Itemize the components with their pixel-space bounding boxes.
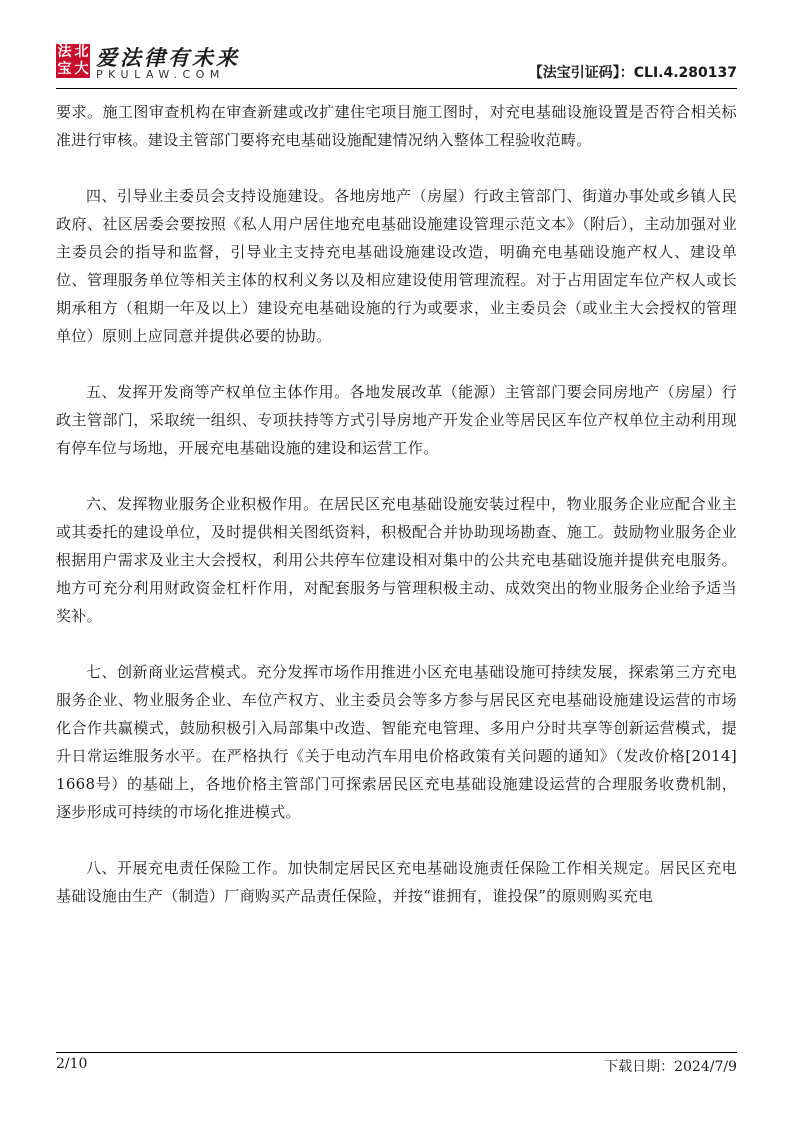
download-date: 下载日期：2024/7/9: [604, 1059, 737, 1075]
seal-char: 法: [57, 44, 72, 60]
pkulaw-logo[interactable]: [56, 42, 296, 86]
paragraph: 八、开展充电责任保险工作。加快制定居民区充电基础设施责任保险工作相关规定。居民区充电基础设施由生产（制造）厂商购买产品责任保险，并按“谁拥有，谁投保”的原则购买充电: [56, 859, 737, 905]
page-number: 2/10: [56, 1056, 88, 1072]
paragraph: 七、创新商业运营模式。充分发挥市场作用推进小区充电基础设施可持续发展，探索第三方充电服务企业、物业服务企业、车位产权方、业主委员会等多方参与居民区充电基础设施建设运营的市场化合作共赢模式，鼓励积极引入局部集中改造、智能充电管理、多用户分时共享等创新运营模式，提升日常运维服务水平。在严格执行《关于电动汽车用电价格政策有关问题的通知》（发改价格[2014]1668号）的基础上，各地价格主管部门可探索居民区充电基础设施建设运营的合理服务收费机制，逐步形成可持续的市场化推进模式。: [56, 663, 737, 821]
seal-char: 宝: [57, 61, 72, 77]
document-body: [56, 98, 737, 910]
header-divider: [56, 88, 737, 89]
brand-name: 爱法律有未来: [96, 45, 240, 70]
page-header: [56, 42, 737, 90]
paragraph: 六、发挥物业服务企业积极作用。在居民区充电基础设施安装过程中，物业服务企业应配合业主或其委托的建设单位，及时提供相关图纸资料，积极配合并协助现场勘查、施工。鼓励物业服务企业根据用户需求及业主大会授权，利用公共停车位建设相对集中的公共充电基础设施并提供充电服务。地方可充分利用财政资金杠杆作用，对配套服务与管理积极主动、成效突出的物业服务企业给予适当奖补。: [56, 495, 737, 625]
paragraph: 五、发挥开发商等产权单位主体作用。各地发展改革（能源）主管部门要会同房地产（房屋）行政主管部门，采取统一组织、专项扶持等方式引导房地产开发企业等居民区车位产权单位主动利用现有停车位与场地，开展充电基础设施的建设和运营工作。: [56, 383, 737, 457]
pkulaw-seal-icon: [56, 44, 90, 78]
citation-code: 【法宝引证码】：CLI.4.280137: [528, 65, 737, 81]
paragraph: 要求。施工图审查机构在审查新建或改扩建住宅项目施工图时，对充电基础设施设置是否符合相关标准进行审核。建设主管部门要将充电基础设施配建情况纳入整体工程验收范畴。: [56, 103, 737, 149]
paragraph: 四、引导业主委员会支持设施建设。各地房地产（房屋）行政主管部门、街道办事处或乡镇人民政府、社区居委会要按照《私人用户居住地充电基础设施建设管理示范文本》（附后），主动加强对业主委员会的指导和监督，引导业主支持充电基础设施建设改造，明确充电基础设施产权人、建设单位、管理服务单位等相关主体的权利义务以及相应建设使用管理流程。对于占用固定车位产权人或长期承租方（租期一年及以上）建设充电基础设施的行为或要求，业主委员会（或业主大会授权的管理单位）原则上应同意并提供必要的协助。: [56, 187, 737, 345]
footer-divider: [56, 1052, 737, 1053]
seal-char: 北: [74, 44, 89, 60]
seal-char: 大: [74, 61, 89, 77]
brand-domain: PKULAW.COM: [96, 68, 225, 81]
